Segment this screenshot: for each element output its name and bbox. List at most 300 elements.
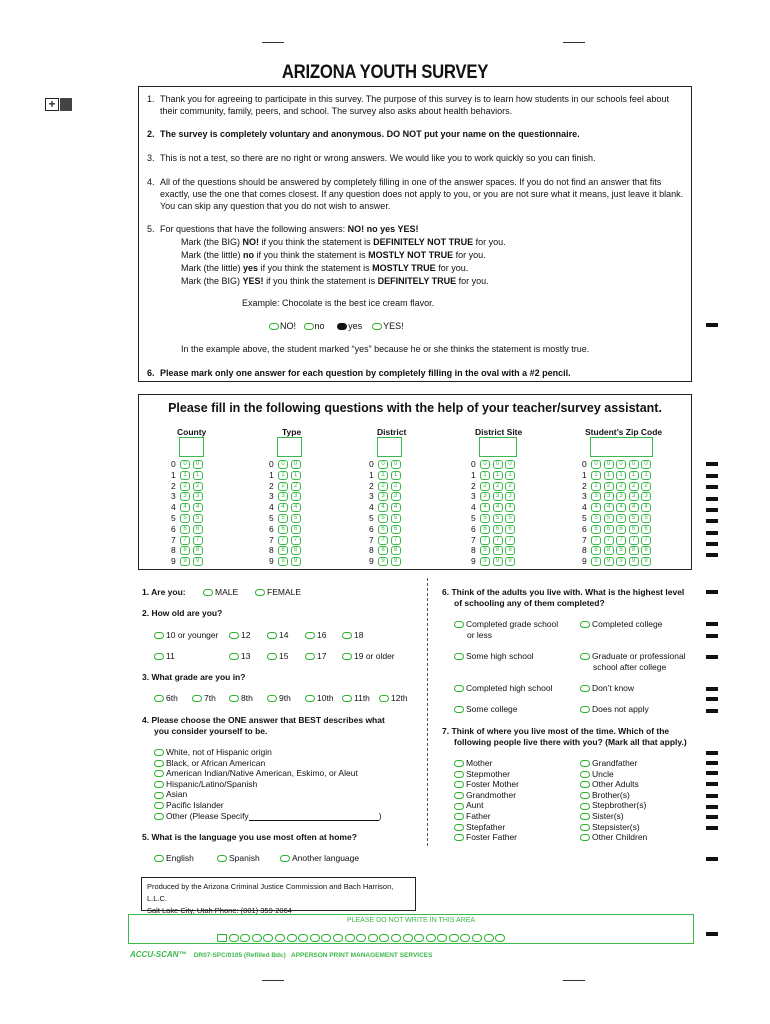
option-age[interactable] — [267, 651, 288, 662]
digit-bubble[interactable]: 8 — [505, 546, 515, 555]
option-household[interactable] — [580, 811, 624, 822]
write-in-boxes[interactable] — [590, 437, 653, 457]
oval-icon[interactable] — [154, 813, 164, 820]
option-grade[interactable] — [267, 693, 291, 704]
digit-bubble[interactable]: 3 — [604, 492, 614, 501]
oval-icon[interactable] — [454, 781, 464, 788]
digit-bubble[interactable]: 3 — [641, 492, 651, 501]
digit-bubble[interactable]: 9 — [278, 557, 288, 566]
oval-icon[interactable] — [342, 695, 352, 702]
option-household[interactable] — [580, 832, 647, 843]
option-age[interactable] — [154, 630, 218, 641]
filled-oval-icon[interactable] — [337, 323, 347, 330]
digit-bubble[interactable]: 7 — [616, 536, 626, 545]
digit-bubble[interactable]: 3 — [629, 492, 639, 501]
digit-bubble[interactable]: 0 — [604, 460, 614, 469]
digit-bubble[interactable]: 2 — [278, 482, 288, 491]
digit-bubble[interactable]: 7 — [391, 536, 401, 545]
digit-bubble[interactable]: 6 — [291, 525, 301, 534]
digit-bubble[interactable]: 2 — [180, 482, 190, 491]
digit-bubble[interactable]: 8 — [493, 546, 503, 555]
digit-bubble[interactable]: 7 — [591, 536, 601, 545]
digit-label: 5 — [471, 512, 476, 523]
digit-bubble[interactable]: 0 — [591, 460, 601, 469]
option-age[interactable] — [342, 651, 395, 662]
digit-bubble[interactable]: 1 — [291, 471, 301, 480]
oval-icon[interactable] — [229, 632, 239, 639]
digit-bubble[interactable]: 8 — [604, 546, 614, 555]
option-age[interactable] — [229, 630, 250, 641]
scan-oval — [437, 934, 447, 942]
digit-bubble[interactable]: 5 — [641, 514, 651, 523]
digit-bubble[interactable]: 4 — [641, 503, 651, 512]
digit-bubble[interactable]: 9 — [378, 557, 388, 566]
footer — [130, 950, 432, 959]
oval-icon[interactable] — [454, 803, 464, 810]
option-label: 12 — [241, 630, 251, 640]
digit-bubble[interactable]: 0 — [629, 460, 639, 469]
digit-bubble[interactable]: 4 — [391, 503, 401, 512]
oval-icon[interactable] — [580, 834, 590, 841]
oval-icon[interactable] — [267, 653, 277, 660]
option-label: Hispanic/Latino/Spanish — [166, 778, 258, 789]
option-age[interactable] — [305, 630, 326, 641]
digit-bubble[interactable]: 9 — [629, 557, 639, 566]
digit-label: 4 — [582, 502, 587, 513]
option-age[interactable] — [229, 651, 250, 662]
option-household[interactable] — [454, 822, 505, 833]
digit-bubble[interactable]: 3 — [391, 492, 401, 501]
digit-bubble[interactable]: 2 — [193, 482, 203, 491]
digit-bubble[interactable]: 0 — [391, 460, 401, 469]
digit-bubble[interactable]: 0 — [291, 460, 301, 469]
digit-bubble[interactable]: 2 — [604, 482, 614, 491]
digit-bubble[interactable]: 6 — [480, 525, 490, 534]
digit-label: 2 — [369, 480, 374, 491]
oval-icon[interactable] — [154, 770, 164, 777]
digit-bubble[interactable]: 0 — [193, 460, 203, 469]
oval-icon[interactable] — [580, 760, 590, 767]
digit-bubble[interactable]: 9 — [591, 557, 601, 566]
oval-icon[interactable] — [580, 813, 590, 820]
digit-label: 2 — [171, 480, 176, 491]
oval-icon[interactable] — [229, 695, 239, 702]
digit-bubble[interactable]: 1 — [616, 471, 626, 480]
scan-oval — [484, 934, 494, 942]
option-grade[interactable] — [305, 693, 334, 704]
digit-bubble[interactable]: 6 — [604, 525, 614, 534]
digit-bubble[interactable]: 3 — [193, 492, 203, 501]
oval-icon[interactable] — [342, 653, 352, 660]
digit-bubble[interactable]: 6 — [641, 525, 651, 534]
option-household[interactable] — [454, 800, 484, 811]
digit-bubble[interactable]: 8 — [180, 546, 190, 555]
digit-label: 4 — [369, 502, 374, 513]
oval-icon[interactable] — [217, 855, 227, 862]
digit-bubble[interactable]: 6 — [278, 525, 288, 534]
oval-icon[interactable] — [305, 695, 315, 702]
digit-bubble[interactable]: 7 — [493, 536, 503, 545]
digit-bubble[interactable]: 1 — [378, 471, 388, 480]
option-male[interactable]: MALE — [203, 587, 238, 598]
oval-icon[interactable] — [454, 813, 464, 820]
option-ethnicity[interactable] — [154, 789, 187, 800]
option-household[interactable] — [580, 822, 640, 833]
timing-mark — [706, 485, 718, 489]
digit-bubble[interactable]: 1 — [629, 471, 639, 480]
digit-bubble[interactable]: 0 — [505, 460, 515, 469]
timing-mark — [706, 542, 718, 546]
producer-contact: Salt Lake City, Utah Phone: (801) 359-2064 — [147, 906, 292, 915]
digit-bubble[interactable]: 5 — [180, 514, 190, 523]
option-household[interactable] — [580, 758, 637, 769]
digit-bubble[interactable]: 4 — [180, 503, 190, 512]
digit-bubble[interactable]: 6 — [505, 525, 515, 534]
digit-bubble[interactable]: 2 — [616, 482, 626, 491]
digit-bubble[interactable]: 3 — [278, 492, 288, 501]
option-another-language[interactable]: Another language — [280, 853, 359, 864]
option-label: American Indian/Native American, Eskimo, or Aleut — [166, 768, 358, 779]
digit-bubble[interactable]: 3 — [291, 492, 301, 501]
digit-bubble[interactable]: 9 — [641, 557, 651, 566]
digit-bubble[interactable]: 3 — [180, 492, 190, 501]
digit-bubble[interactable]: 5 — [480, 514, 490, 523]
digit-label: 3 — [471, 491, 476, 502]
digit-bubble[interactable]: 2 — [591, 482, 601, 491]
oval-icon[interactable] — [454, 685, 464, 692]
digit-bubble[interactable]: 7 — [629, 536, 639, 545]
digit-bubble[interactable]: 7 — [180, 536, 190, 545]
digit-bubble[interactable]: 5 — [591, 514, 601, 523]
oval-icon[interactable] — [267, 632, 277, 639]
digit-bubble[interactable]: 3 — [616, 492, 626, 501]
oval-icon[interactable] — [454, 824, 464, 831]
option-female[interactable]: FEMALE — [255, 587, 301, 598]
digit-bubble[interactable]: 2 — [291, 482, 301, 491]
digit-bubble[interactable]: 8 — [480, 546, 490, 555]
digit-bubble[interactable]: 5 — [505, 514, 515, 523]
digit-bubble[interactable]: 6 — [493, 525, 503, 534]
option-grade[interactable] — [192, 693, 216, 704]
scan-oval — [403, 934, 413, 942]
oval-icon[interactable] — [154, 760, 164, 767]
digit-bubble[interactable]: 1 — [641, 471, 651, 480]
option-label: 12th — [391, 693, 408, 703]
digit-bubble[interactable]: 9 — [604, 557, 614, 566]
digit-bubble[interactable]: 8 — [193, 546, 203, 555]
digit-labels — [171, 459, 176, 567]
option-label: Other Adults — [592, 779, 639, 790]
digit-bubble[interactable]: 5 — [378, 514, 388, 523]
digit-bubble[interactable]: 4 — [591, 503, 601, 512]
oval-icon[interactable] — [269, 323, 279, 330]
digit-bubble[interactable]: 3 — [493, 492, 503, 501]
digit-bubble[interactable]: 7 — [641, 536, 651, 545]
digit-bubble[interactable]: 4 — [616, 503, 626, 512]
digit-bubble[interactable]: 7 — [278, 536, 288, 545]
oval-icon[interactable] — [454, 760, 464, 767]
digit-bubble[interactable]: 1 — [493, 471, 503, 480]
option-age[interactable] — [305, 651, 326, 662]
option-age[interactable] — [267, 630, 288, 641]
digit-bubble[interactable]: 7 — [291, 536, 301, 545]
digit-bubble[interactable]: 9 — [193, 557, 203, 566]
digit-bubble[interactable]: 8 — [591, 546, 601, 555]
digit-bubble[interactable]: 9 — [480, 557, 490, 566]
option-label: 7th — [204, 693, 216, 703]
option-completed-grade-school[interactable]: Completed grade school — [454, 619, 558, 630]
digit-bubble[interactable]: 4 — [493, 503, 503, 512]
digit-bubble[interactable]: 1 — [591, 471, 601, 480]
digit-bubble[interactable]: 5 — [278, 514, 288, 523]
digit-bubble[interactable]: 2 — [505, 482, 515, 491]
write-in-boxes[interactable] — [377, 437, 402, 457]
oval-icon[interactable] — [580, 621, 590, 628]
oval-icon[interactable] — [255, 589, 265, 596]
digit-bubble[interactable]: 4 — [193, 503, 203, 512]
digit-bubble[interactable]: 2 — [629, 482, 639, 491]
option-does-not-apply[interactable]: Does not apply — [580, 704, 649, 715]
digit-bubble[interactable]: 4 — [505, 503, 515, 512]
oval-icon[interactable] — [580, 771, 590, 778]
digit-bubble[interactable]: 9 — [291, 557, 301, 566]
digit-bubble[interactable]: 2 — [641, 482, 651, 491]
oval-icon[interactable] — [203, 589, 213, 596]
scan-oval — [298, 934, 308, 942]
digit-bubble[interactable]: 9 — [616, 557, 626, 566]
option-household[interactable] — [580, 779, 639, 790]
option-ethnicity[interactable] — [154, 747, 272, 758]
oval-icon[interactable] — [580, 706, 590, 713]
oval-icon[interactable] — [229, 653, 239, 660]
digit-label: 9 — [171, 556, 176, 567]
option-dont-know[interactable]: Don’t know — [580, 683, 634, 694]
digit-bubble[interactable]: 0 — [493, 460, 503, 469]
oval-icon[interactable] — [580, 792, 590, 799]
oval-icon[interactable] — [267, 695, 277, 702]
instruction-text: Thank you for agreeing to participate in this survey. The purpose of this survey is to learn how students in our schools feel about their community, family, peers, and school. The survey also asks about health behaviors. — [160, 94, 669, 116]
option-ethnicity[interactable] — [154, 779, 257, 790]
option-grade[interactable] — [154, 693, 178, 704]
option-household[interactable] — [580, 790, 630, 801]
scan-oval — [345, 934, 355, 942]
digit-bubble[interactable]: 9 — [391, 557, 401, 566]
option-household[interactable] — [454, 790, 516, 801]
digit-bubble[interactable]: 5 — [604, 514, 614, 523]
digit-bubble[interactable]: 0 — [616, 460, 626, 469]
digit-bubble[interactable]: 9 — [180, 557, 190, 566]
option-household[interactable] — [454, 769, 510, 780]
digit-bubble[interactable]: 1 — [391, 471, 401, 480]
digit-bubble[interactable]: 8 — [641, 546, 651, 555]
digit-bubble[interactable]: 0 — [378, 460, 388, 469]
digit-label: 7 — [582, 534, 587, 545]
digit-bubble[interactable]: 8 — [278, 546, 288, 555]
digit-bubble[interactable]: 9 — [505, 557, 515, 566]
option-spanish[interactable]: Spanish — [217, 853, 260, 864]
write-in-boxes[interactable] — [479, 437, 517, 457]
digit-bubble[interactable]: 4 — [278, 503, 288, 512]
option-ethnicity[interactable] — [154, 811, 382, 822]
digit-bubble[interactable]: 6 — [180, 525, 190, 534]
digit-bubble[interactable]: 3 — [591, 492, 601, 501]
digit-bubble[interactable]: 7 — [505, 536, 515, 545]
option-grade[interactable] — [342, 693, 370, 704]
digit-bubble[interactable]: 2 — [480, 482, 490, 491]
digit-label: 6 — [171, 523, 176, 534]
digit-bubble[interactable]: 8 — [391, 546, 401, 555]
digit-bubble[interactable]: 8 — [378, 546, 388, 555]
digit-bubble[interactable]: 3 — [480, 492, 490, 501]
write-in-boxes[interactable] — [277, 437, 302, 457]
digit-bubble[interactable]: 5 — [291, 514, 301, 523]
digit-bubble[interactable]: 7 — [604, 536, 614, 545]
oval-icon[interactable] — [580, 653, 590, 660]
digit-bubble[interactable]: 1 — [480, 471, 490, 480]
oval-icon[interactable] — [379, 695, 389, 702]
option-household[interactable] — [454, 779, 519, 790]
oval-icon[interactable] — [154, 855, 164, 862]
digit-bubble[interactable]: 0 — [278, 460, 288, 469]
digit-bubble[interactable]: 2 — [493, 482, 503, 491]
oval-icon[interactable] — [280, 855, 290, 862]
digit-bubble[interactable]: 1 — [604, 471, 614, 480]
item-number: 3. — [147, 153, 155, 163]
oval-icon[interactable] — [454, 653, 464, 660]
option-graduate-professional[interactable]: Graduate or professional — [580, 651, 686, 662]
oval-icon[interactable] — [580, 781, 590, 788]
oval-icon[interactable] — [154, 802, 164, 809]
oval-icon[interactable] — [580, 824, 590, 831]
digit-bubble[interactable]: 5 — [391, 514, 401, 523]
digit-bubble[interactable]: 1 — [505, 471, 515, 480]
digit-bubble[interactable]: 0 — [641, 460, 651, 469]
digit-bubble[interactable]: 7 — [378, 536, 388, 545]
write-in-boxes[interactable] — [179, 437, 204, 457]
digit-bubble[interactable]: 4 — [604, 503, 614, 512]
oval-icon[interactable] — [192, 695, 202, 702]
digit-label: 5 — [369, 512, 374, 523]
option-some-college[interactable]: Some college — [454, 704, 518, 715]
digit-bubble[interactable]: 8 — [291, 546, 301, 555]
digit-bubble[interactable]: 7 — [480, 536, 490, 545]
oval-icon[interactable] — [454, 621, 464, 628]
question-4-line1: 4. Please choose the ONE answer that BEST describes what — [142, 715, 385, 725]
timing-mark — [706, 634, 718, 638]
oval-icon[interactable] — [154, 632, 164, 639]
oval-icon[interactable] — [154, 695, 164, 702]
option-english[interactable]: English — [154, 853, 194, 864]
oval-icon[interactable] — [454, 792, 464, 799]
option-household[interactable] — [580, 769, 614, 780]
digit-bubble[interactable]: 1 — [180, 471, 190, 480]
oval-icon[interactable] — [454, 706, 464, 713]
specify-line[interactable] — [249, 813, 379, 821]
option-ethnicity[interactable] — [154, 800, 224, 811]
digit-bubble[interactable]: 8 — [629, 546, 639, 555]
option-ethnicity[interactable] — [154, 768, 358, 779]
scan-oval — [229, 934, 239, 942]
oval-icon[interactable] — [305, 653, 315, 660]
oval-icon[interactable] — [154, 653, 164, 660]
digit-bubble[interactable]: 0 — [480, 460, 490, 469]
digit-bubble[interactable]: 6 — [629, 525, 639, 534]
oval-icon[interactable] — [304, 323, 314, 330]
digit-bubble[interactable]: 5 — [629, 514, 639, 523]
option-grade[interactable] — [379, 693, 408, 704]
digit-bubble[interactable]: 4 — [480, 503, 490, 512]
oval-icon[interactable] — [154, 749, 164, 756]
option-age[interactable] — [342, 630, 363, 641]
option-completed-high-school[interactable]: Completed high school — [454, 683, 552, 694]
option-some-high-school[interactable]: Some high school — [454, 651, 534, 662]
option-ethnicity[interactable] — [154, 758, 265, 769]
digit-bubble[interactable]: 4 — [629, 503, 639, 512]
digit-bubble[interactable]: 5 — [616, 514, 626, 523]
question-5: 5. What is the language you use most often at home? — [142, 832, 357, 842]
digit-bubble[interactable]: 4 — [291, 503, 301, 512]
grid-heading: Please fill in the following questions with the help of your teacher/survey assistant. — [168, 401, 662, 415]
oval-icon[interactable] — [580, 685, 590, 692]
scan-oval — [310, 934, 320, 942]
oval-icon[interactable] — [305, 632, 315, 639]
option-household[interactable] — [454, 811, 491, 822]
oval-icon[interactable] — [154, 792, 164, 799]
digit-bubble[interactable]: 6 — [591, 525, 601, 534]
option-label: Other Children — [592, 832, 648, 843]
digit-bubble[interactable]: 2 — [378, 482, 388, 491]
digit-bubble[interactable]: 1 — [193, 471, 203, 480]
digit-bubble[interactable]: 0 — [180, 460, 190, 469]
printer-name: APPERSON PRINT MANAGEMENT SERVICES — [291, 952, 433, 959]
option-label: 6th — [166, 693, 178, 703]
oval-icon[interactable] — [580, 803, 590, 810]
digit-bubble[interactable]: 6 — [616, 525, 626, 534]
digit-bubble[interactable]: 4 — [378, 503, 388, 512]
digit-bubble[interactable]: 3 — [378, 492, 388, 501]
digit-bubble[interactable]: 1 — [278, 471, 288, 480]
option-household[interactable] — [454, 832, 517, 843]
timing-mark — [706, 553, 718, 557]
mark-rule-3: Mark (the little) yes if you think the statement is MOSTLY TRUE for you. — [181, 263, 469, 273]
oval-icon[interactable] — [454, 771, 464, 778]
digit-bubble[interactable]: 3 — [505, 492, 515, 501]
digit-bubble[interactable]: 5 — [193, 514, 203, 523]
option-completed-college[interactable]: Completed college — [580, 619, 662, 630]
digit-bubble[interactable]: 6 — [391, 525, 401, 534]
digit-bubble[interactable]: 9 — [493, 557, 503, 566]
option-household[interactable] — [454, 758, 492, 769]
option-grade[interactable] — [229, 693, 253, 704]
option-age[interactable] — [154, 651, 175, 662]
registration-block — [60, 98, 72, 111]
digit-bubble[interactable]: 7 — [193, 536, 203, 545]
digit-bubble[interactable]: 6 — [378, 525, 388, 534]
digit-bubble[interactable]: 2 — [391, 482, 401, 491]
option-label: 11th — [354, 693, 370, 703]
oval-icon[interactable] — [454, 834, 464, 841]
page-title: ARIZONA YOUTH SURVEY — [281, 62, 489, 83]
oval-icon[interactable] — [372, 323, 382, 330]
scan-oval — [240, 934, 250, 942]
oval-icon[interactable] — [342, 632, 352, 639]
digit-bubble[interactable]: 5 — [493, 514, 503, 523]
scan-oval — [275, 934, 285, 942]
oval-icon[interactable] — [154, 781, 164, 788]
digit-bubble[interactable]: 8 — [616, 546, 626, 555]
option-household[interactable] — [580, 800, 646, 811]
digit-bubble[interactable]: 6 — [193, 525, 203, 534]
